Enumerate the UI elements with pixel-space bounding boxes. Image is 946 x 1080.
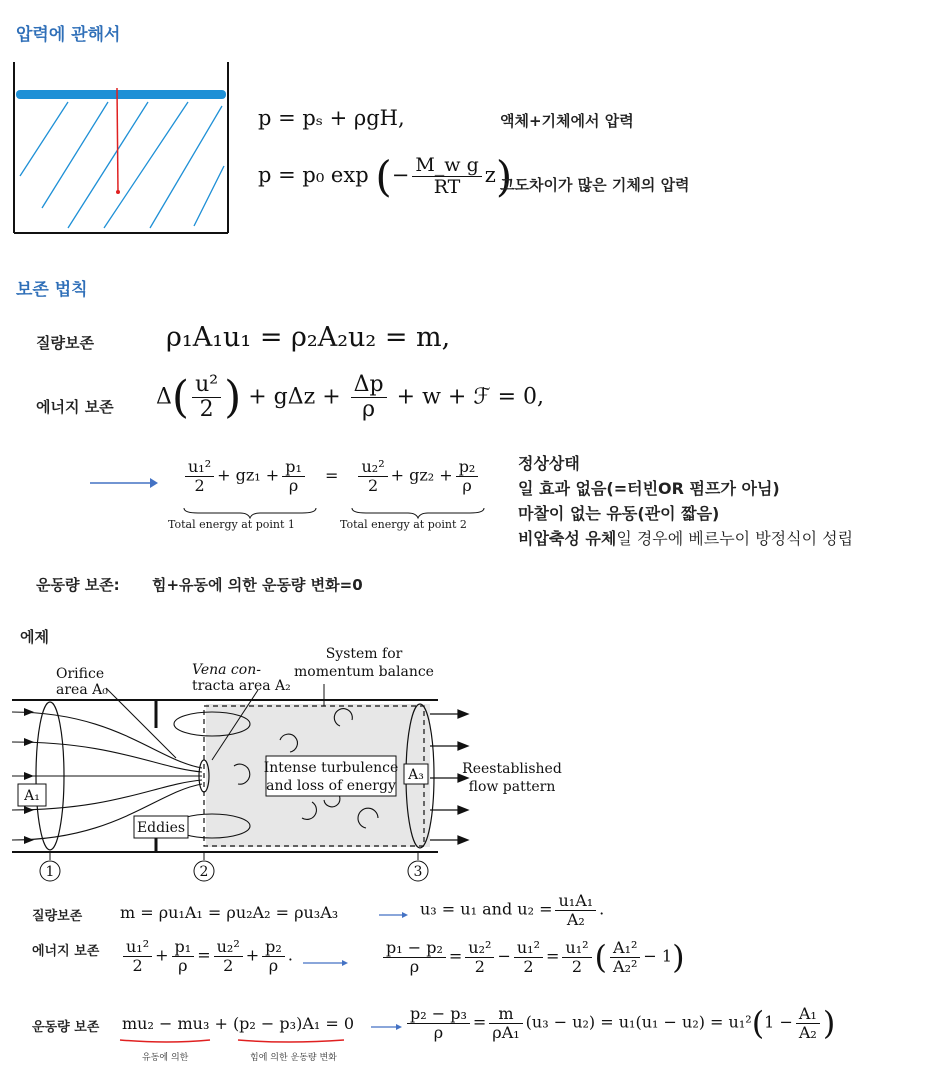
total-energy-2: Total energy at point 2 xyxy=(340,518,467,531)
eq2-paren-close: ) xyxy=(495,152,513,201)
depth-line xyxy=(117,88,118,192)
eddies-label: Eddies xyxy=(136,820,186,836)
momentum-under-a: 유동에 의한 xyxy=(142,1053,189,1063)
example-mass-label: 질량보존 xyxy=(32,909,83,924)
condition-2: 일 효과 없음(=터빈OR 펌프가 아님) xyxy=(518,479,780,498)
mass-label: 질량보존 xyxy=(36,334,94,352)
reest-label-2: flow pattern xyxy=(468,779,556,795)
example-momentum-label: 운동량 보존 xyxy=(32,1020,100,1035)
pressure-eq-1: p = pₛ + ρgH, xyxy=(258,106,405,130)
orifice-diagram xyxy=(6,642,574,882)
inlet-arrows xyxy=(24,708,34,844)
condition-1: 정상상태 xyxy=(518,454,580,473)
turb-label-1: Intense turbulence xyxy=(263,760,399,776)
momentum-note: 힘+유동에 의한 운동량 변화=0 xyxy=(152,576,363,594)
system-label-2: momentum balance xyxy=(294,664,434,680)
energy-eq: Δ( $\frac{\text{u²}}{2}$ ) + gΔz + $\frac{\Delta p}{\rho}$ + w + ℱ = 0, xyxy=(156,371,545,423)
example-energy-eq: $\frac{\text{u₁²}}{2}$ + $\frac{\text{p₁}}{\rho}$ = $\frac{\text{u₂²}}{2}$ + $\frac{\text{p₂}}{\rho}$ . xyxy=(120,938,293,974)
bernoulli-left-mid: + gz₁ + xyxy=(217,465,280,485)
example-mass-result: u₃ = u₁ and u₂ = $\frac{\text{u₁A₁}}{\text{A₂}}$ . xyxy=(420,891,605,929)
example-momentum-result: $\frac{\text{p₂ − p₃}}{\rho}$ = $\frac{m}{\text{ρA₁}}$ (u₃ − u₂) = u₁(u₁ − u₂) = u₁²(1 − $\frac{\text{A₁}}{\text{A₂}}$ ) xyxy=(404,1004,835,1042)
momentum-eq-b: (p₂ − p₃)A₁ xyxy=(232,1014,321,1033)
bernoulli-conditions xyxy=(518,451,853,551)
a3-label: A₃ xyxy=(408,767,424,783)
momentum-label: 운동량 보존: xyxy=(36,576,120,594)
eq2-fraction xyxy=(412,155,481,198)
example-energy-result: $\frac{\text{p₁ − p₂}}{\rho}$ = $\frac{\text{u₂²}}{2}$ − $\frac{\text{u₁²}}{2}$ = $\frac{\text{u₁²}}{2}$ ( $\frac{\text{A₁²}}{\text{A₂²}}$ − 1) xyxy=(380,938,685,976)
mass-eq: ρ₁A₁u₁ = ρ₂A₂u₂ = m, xyxy=(166,322,451,353)
eq2-paren-open: ( xyxy=(375,152,392,201)
energy-frac-u: $\frac{\text{u²}}{2}$ xyxy=(192,373,221,422)
bernoulli-right-mid: + gz₂ + xyxy=(390,465,453,485)
orifice-label-1: Orifice xyxy=(56,666,105,682)
section-title-conservation: 보존 법칙 xyxy=(16,280,88,300)
example-momentum-eq: mu₂ − mu₃ + (p₂ − p₃)A₁ = 0 xyxy=(122,1014,355,1033)
momentum-underlines xyxy=(118,1036,348,1046)
vena-label-1: Vena con- xyxy=(192,662,261,678)
example-title: 에제 xyxy=(20,628,49,646)
turb-label-2: and loss of energy xyxy=(266,778,396,794)
eq2-den: RT xyxy=(433,176,461,198)
depth-point xyxy=(116,190,120,194)
condition-3: 마찰이 없는 유동(관이 짧음) xyxy=(518,504,720,523)
eq2-lead: p = p₀ exp xyxy=(258,163,369,187)
energy-frac-p: $\frac{\Delta p}{\rho}$ xyxy=(351,373,387,422)
section-title-pressure: 압력에 관해서 xyxy=(16,25,121,45)
tank-sketch xyxy=(8,58,236,240)
reest-label-1: Reestablished xyxy=(462,761,562,777)
station-3-label: 3 xyxy=(413,864,423,880)
energy-eq-end: + w + ℱ = 0, xyxy=(396,384,545,410)
station-2-label: 2 xyxy=(199,864,209,880)
momentum-eq-a: mu₂ − mu₃ xyxy=(122,1014,210,1033)
system-label-1: System for xyxy=(325,646,403,662)
arrow-momentum xyxy=(370,1022,404,1032)
arrow-to-bernoulli xyxy=(88,476,160,490)
vena-label-2: tracta area A₂ xyxy=(192,678,291,694)
bernoulli-equals: = xyxy=(324,465,339,485)
arrow-mass xyxy=(378,910,410,920)
total-energy-1: Total energy at point 1 xyxy=(168,518,295,531)
energy-eq-mid: + gΔz + xyxy=(248,384,341,410)
eq2-z: z xyxy=(484,163,496,187)
a1-label: A₁ xyxy=(24,788,40,804)
outlet-arrows xyxy=(430,710,468,844)
momentum-under-b: 힘에 의한 운동량 변화 xyxy=(250,1053,337,1063)
bernoulli-eq: $\frac{\text{u₁²}}{2}$ + gz₁ + $\frac{\text{p₁}}{\rho}$ = $\frac{\text{u₂²}}{2}$ + gz₂ + $\frac{\text{p₂}}{\rho}$ xyxy=(182,458,481,494)
station-1-label: 1 xyxy=(45,864,55,880)
liquid-surface xyxy=(16,90,226,99)
pressure-eq-2-note: 고도차이가 많은 기체의 압력 xyxy=(500,176,690,194)
eq2-num: M_w g xyxy=(412,155,481,177)
energy-label: 에너지 보존 xyxy=(36,398,114,416)
pressure-eq-2: p = p₀ exp (− $\frac{\text{M\_w g}}{RT}$ z) xyxy=(258,152,513,201)
example-energy-label: 에너지 보존 xyxy=(32,944,100,959)
pressure-eq-1-note: 액체+기체에서 압력 xyxy=(500,112,634,130)
orifice-label-2: area A₀ xyxy=(56,682,108,698)
example-mass-eq: m = ρu₁A₁ = ρu₂A₂ = ρu₃A₃ xyxy=(120,903,339,922)
arrow-energy xyxy=(302,958,350,968)
condition-4: 비압축성 유체일 경우에 베르누이 방정식이 성립 xyxy=(518,529,854,548)
hatch-lines xyxy=(20,102,224,228)
